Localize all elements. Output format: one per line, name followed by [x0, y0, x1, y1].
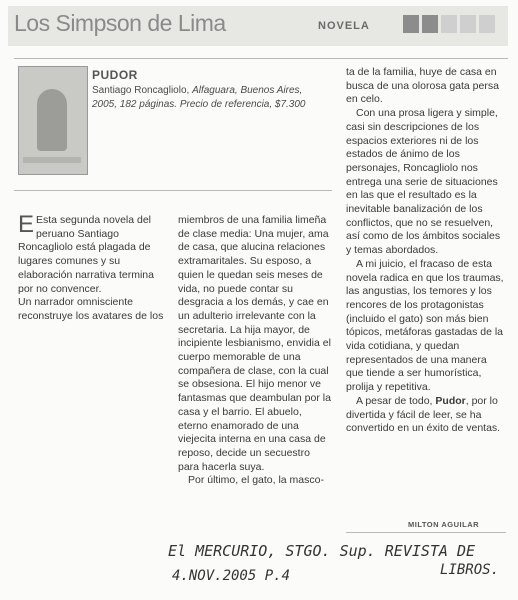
- book-cover-image: [18, 66, 88, 175]
- byline-divider: [346, 532, 506, 533]
- article-title: Los Simpson de Lima: [14, 10, 226, 36]
- paragraph: A mi juicio, el fracaso de esta novela radica en que los traumas, las angustias, los temores y los rencores de los protagonistas (incluido el gato) son más bien tópicos, metáforas gastadas de la vida cotidiana, y quedan representados de una manera que tiende a ser humorística, prolija y repetitiva.: [346, 257, 504, 394]
- rating-star-icon: [403, 15, 419, 33]
- book-publisher: Alfaguara, Buenos Aires,: [192, 85, 303, 96]
- paragraph-text: A pesar de todo,: [356, 394, 436, 407]
- handwritten-source-note: El MERCURIO, STGO. Sup. REVISTA DE: [168, 542, 476, 560]
- paragraph: Con una prosa ligera y simple, casi sin descripciones de los espacios exteriores ni de los estados de ánimo de los personajes, Roncagliolo nos entrega una serie de situaciones en las que el resultado es la inevitable banalización de los conflictos, que no se resuelven, así como de los ámbitos sociales y temas abordados.: [346, 107, 501, 257]
- paragraph: Por último, el gato, la masco-: [188, 474, 324, 487]
- paragraph: [346, 395, 504, 436]
- paragraph: miembros de una familia limeña de clase media: Una mujer, ama de casa, que alucina relaciones extramaritales. Su esposo, a quien le quedan seis meses de vida, no puede contar su desgracia a los demás, y cae en un adulterio irrelevante con la secretaria. La hija mayor, de incipiente lesbianismo, envidia el cuerpo memorable de una compañera de clase, con la cual se obsesiona. El hijo menor ve fantasmas que deambulan por la casa y el barrio. El abuelo, eterno enamorado de una viejecita interna en una casa de reposo, decide un secuestro para hacerla suya.: [178, 214, 331, 473]
- rating-icons: [403, 15, 503, 35]
- paragraph: E Esta segunda novela del peruano Santiago Roncagliolo está plagada de lugares comunes y su elaboración narrativa termina por no convencer.: [18, 211, 154, 295]
- rating-star-icon: [441, 15, 457, 33]
- infobox-divider: [14, 190, 332, 191]
- header-divider: [14, 58, 508, 59]
- genre-label: NOVELA: [318, 20, 370, 32]
- paragraph-text: Esta segunda novela del peruano Santiago Roncagliolo está plagada de lugares comunes y su elaboración narrativa termina por no convencer.: [18, 214, 154, 295]
- book-title-inline: Pudor: [435, 394, 466, 407]
- book-year-pages: 2005, 182 páginas.: [92, 98, 180, 110]
- handwritten-note-continuation: LIBROS.: [440, 562, 500, 578]
- book-author: Santiago Roncagliolo,: [92, 85, 193, 96]
- column-2: [178, 214, 333, 488]
- column-3: [346, 66, 504, 436]
- paragraph-text: , por lo divertida y fácil de leer, se ha convertido en un éxito de ventas.: [346, 394, 501, 435]
- handwritten-date-note: 4.NOV.2005 P.4: [172, 568, 291, 584]
- paragraph: ta de la familia, huye de casa en busca de una olorosa gata persa en celo.: [346, 66, 499, 106]
- author-byline: MILTON AGUILAR: [408, 520, 480, 529]
- paragraph: Un narrador omnisciente reconstruye los avatares de los: [18, 296, 164, 322]
- rating-star-icon: [479, 15, 495, 33]
- book-title: PUDOR: [92, 68, 138, 82]
- rating-star-icon: [460, 15, 476, 33]
- book-details: [92, 84, 322, 111]
- column-1: [18, 211, 170, 324]
- rating-star-icon: [422, 15, 438, 33]
- book-price: Precio de referencia, $7.300: [179, 98, 306, 110]
